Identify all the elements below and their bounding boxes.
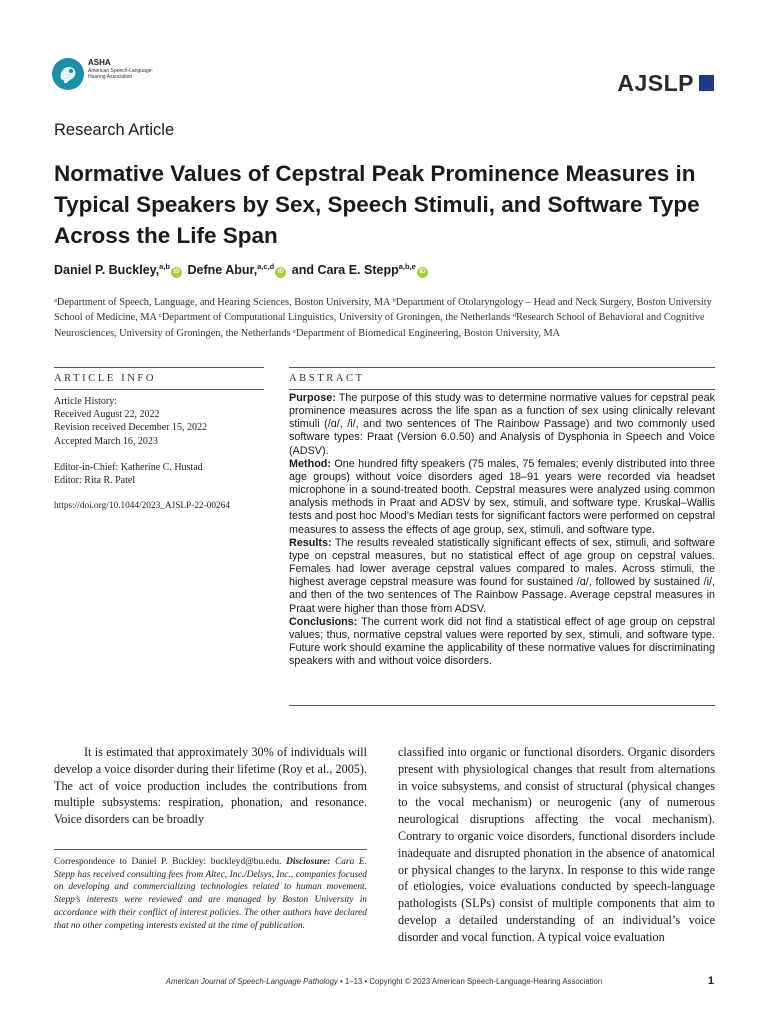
affiliation-mark: d <box>512 312 516 320</box>
divider <box>289 705 715 706</box>
abstract-text: The purpose of this study was to determine normative values for cepstral peak prominence measures across the life span as a function of sex using clinically relevant stimuli (/ɑ/, /i/, and two sentences of The Rainbow Passage) and two commonly used software types: Praat (Version 6.0.50) and Analysis of Dysphonia in Speech and Voice (ADSV). <box>289 392 715 457</box>
abstract-results <box>289 537 715 616</box>
correspondence-text: Correspondence to Daniel P. Buckley: buckleyd@bu.edu. <box>54 857 287 867</box>
abstract-label: Purpose: <box>289 392 336 404</box>
author-affiliation-marks: a,b,e <box>398 262 416 271</box>
footer-journal: American Journal of Speech-Language Pathology <box>165 977 338 986</box>
accepted-date: Accepted March 16, 2023 <box>54 435 158 447</box>
author-name: and Cara E. Stepp <box>291 263 399 277</box>
footer-pages: 1–13 <box>344 977 363 986</box>
divider <box>289 389 715 390</box>
correspondence-note <box>54 856 367 932</box>
divider <box>289 367 715 368</box>
affiliation-mark: c <box>158 312 162 320</box>
journal-abbrev: AJSLP <box>617 70 694 96</box>
editor: Editor: Rita R. Patel <box>54 475 136 487</box>
journal-logo <box>617 70 694 97</box>
received-date: Received August 22, 2022 <box>54 409 160 421</box>
abstract-text: The current work did not find a statistical effect of age group on cepstral values; thus, normative cepstral values were reported by sex, stimuli, and software type. Future work should examine the applicability of these normative values for discriminating speakers with and without voice disorders. <box>289 615 715 668</box>
page-footer <box>0 977 768 986</box>
journal-logo-square-icon <box>699 75 714 91</box>
abstract-heading: ABSTRACT <box>289 373 365 384</box>
article-info-heading: ARTICLE INFO <box>54 373 157 384</box>
orcid-icon[interactable]: iD <box>171 267 182 278</box>
publisher-short-name: ASHA <box>88 58 111 67</box>
abstract-label: Conclusions: <box>289 615 358 628</box>
orcid-icon[interactable]: iD <box>417 267 428 278</box>
article-title: Normative Values of Cepstral Peak Prominence Measures in Typical Speakers by Sex, Speech Stimuli, and Software Type Across the Life Span <box>54 161 700 248</box>
author-name: Daniel P. Buckley, <box>54 263 160 277</box>
affiliations <box>54 294 714 340</box>
article-info <box>54 395 264 513</box>
author-affiliation-marks: a,c,d <box>257 262 275 271</box>
disclosure-label: Disclosure: <box>286 857 331 867</box>
divider <box>54 849 367 850</box>
affiliation-text: Department of Otolaryngology – Head and Neck Surgery, Boston University School of Medicine, MA <box>54 297 712 324</box>
author-list <box>54 262 430 278</box>
affiliation-mark: e <box>293 327 296 335</box>
page-number: 1 <box>707 975 714 987</box>
abstract-text: The results revealed statistically significant effects of sex, stimuli, and software type on cepstral measures, but no statistical effect of age group on cepstral values. Females had lower average cepstral values compared to males. Across stimuli, the highest average cepstral measure was found for sustained /ɑ/, followed by sustained /i/, and then of the two sentences of The Rainbow Passage. Average cepstral measures in Praat were higher than those from ADSV. <box>289 536 715 615</box>
footer-copyright: Copyright © 2023 American Speech-Language-Hearing Association <box>369 977 603 986</box>
abstract <box>289 392 715 668</box>
body-text-right-column: classified into organic or functional disorders. Organic disorders present with physiological changes that result from alternations in voice subsystems, and consist of structural (physical changes to the vocal mechanism) or neurogenic (any of numerous neurological disruptions affecting the vocal mechanism). Contrary to organic voice disorders, functional disorders include inadequate and disrupted phonation in the absence of anatomical or physical changes to the larynx. In response to this wide range of etiologies, voice evaluations conducted by speech-language pathologists (SLPs) consist of multiple components that aim to develop a detailed understanding of an individual’s voice disorder and vocal function. A typical voice evaluation <box>398 745 715 944</box>
abstract-text: One hundred fifty speakers (75 males, 75 females; evenly distributed into three age groups) without voice disorders aged 18–91 years were recorded via headset microphone in a sound-treated booth. Cepstral measures were analyzed using common analysis methods in Praat and ADSV by sex, stimuli, and software type. Kruskal–Wallis tests and post hoc Mood’s Median tests for significant factors were performed on cepstral measures to assess the effects of age group, sex, stimuli, and software type. <box>289 457 715 536</box>
article-type: Research Article <box>54 121 175 139</box>
affiliation-text: Department of Biomedical Engineering, Boston University, MA <box>295 327 561 339</box>
doi-link[interactable]: https://doi.org/10.1044/2023_AJSLP-22-00264 <box>54 501 230 512</box>
affiliation-text: Research School of Behavioral and Cognitive Neurosciences, University of Groningen, the Netherlands <box>54 312 705 339</box>
orcid-icon[interactable]: iD <box>275 267 286 278</box>
affiliation-mark: a <box>54 297 57 304</box>
affiliation-mark: b <box>392 297 396 304</box>
body-text-left-column: It is estimated that approximately 30% of individuals will develop a voice disorder during their lifetime (Roy et al., 2005). The act of voice production includes the contributions from multiple subsystems: respiration, phonation, and resonance. Voice disorders can be broadly <box>54 745 367 827</box>
bullet-icon: • <box>364 977 370 986</box>
abstract-conclusions <box>289 616 715 669</box>
author-affiliation-marks: a,b <box>159 262 170 271</box>
asha-logo-icon <box>52 58 84 90</box>
divider <box>54 389 264 390</box>
abstract-label: Results: <box>289 536 332 549</box>
affiliation-text: Department of Speech, Language, and Hearing Sciences, Boston University, MA <box>56 297 393 308</box>
author-name: Defne Abur, <box>187 263 258 277</box>
editor-in-chief: Editor-in-Chief: Katherine C. Hustad <box>54 461 203 473</box>
abstract-method <box>289 458 715 537</box>
affiliation-text: Department of Computational Linguistics, University of Groningen, the Netherlands <box>161 312 513 324</box>
history-label: Article History: <box>54 396 118 407</box>
disclosure-text: Cara E. Stepp has received consulting fees from Altec, Inc./Delsys, Inc., companies focused on developing and commercializing technologies related to human movement. Stepp’s interests were reviewed and are managed by Boston University in accordance with their conflict of interest policies. The other authors have declared that no other competing interests existed at the time of publication. <box>54 857 367 931</box>
abstract-purpose <box>289 392 715 458</box>
revision-date: Revision received December 15, 2022 <box>54 422 208 434</box>
publisher-full-name: American Speech-Language-Hearing Association <box>88 68 154 80</box>
abstract-label: Method: <box>289 457 331 470</box>
divider <box>54 367 264 368</box>
bullet-icon: • <box>340 977 345 986</box>
